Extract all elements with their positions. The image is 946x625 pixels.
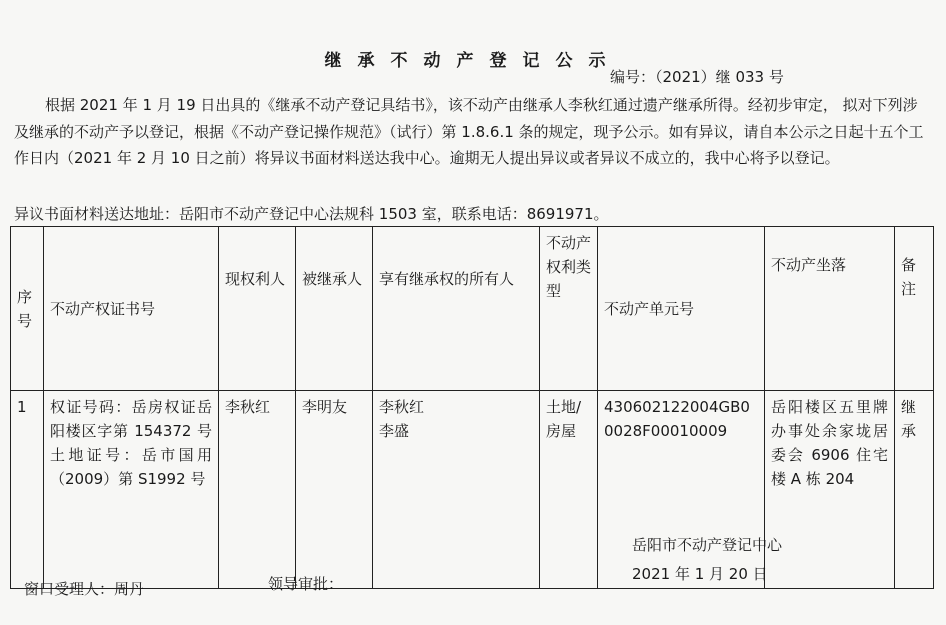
cell-note: 继承 [895, 391, 934, 589]
notice-body [14, 92, 924, 172]
cell-right-type: 土地/房屋 [540, 391, 598, 589]
heir-name: 李盛 [379, 422, 410, 440]
header-right-type: 不动产权利类型 [540, 227, 598, 391]
cell-unit: 430602122004GB00028F00010009 [598, 391, 765, 589]
header-unit: 不动产单元号 [598, 227, 765, 391]
header-cert: 不动产权证书号 [44, 227, 219, 391]
cell-owner: 李秋红 [219, 391, 296, 589]
notice-title: 继承不动产登记公示 [324, 51, 622, 71]
header-owner: 现权利人 [219, 227, 296, 391]
table-header-row [11, 227, 934, 391]
heir-name: 李秋红 [379, 398, 425, 416]
property-table [10, 226, 934, 589]
header-note: 备注 [895, 227, 934, 391]
issue-date: 2021 年 1 月 20 日 [632, 565, 768, 583]
document-number: 编号：（2021）继 033 号 [610, 68, 784, 86]
leader-approval: 领导审批： [268, 575, 344, 593]
table-row [11, 391, 934, 589]
issuing-office: 岳阳市不动产登记中心 [632, 536, 783, 554]
cell-seq: 1 [11, 391, 44, 589]
header-all-heirs: 享有继承权的所有人 [373, 227, 540, 391]
cell-location: 岳阳楼区五里牌办事处余家垅居委会 6906 住宅楼 A 栋 204 [765, 391, 895, 589]
header-seq: 序号 [11, 227, 44, 391]
cell-all-heirs [373, 391, 540, 589]
window-receiver: 窗口受理人：周丹 [24, 580, 145, 598]
header-location: 不动产坐落 [765, 227, 895, 391]
header-heir-of: 被继承人 [296, 227, 373, 391]
notice-paragraph: 根据 2021 年 1 月 19 日出具的《继承不动产登记具结书》，该不动产由继承人李秋红通过遗产继承所得。经初步审定， 拟对下列涉及继承的不动产予以登记，根据《不动产登记操作规范》（试行）第 1.8.6.1 条的规定，现予公示。如有异议，请自本公示之日起十五个工作日内（2021 年 2 月 10 日之前）将异议书面材料送达我中心。逾期无人提出异议或者异议不成立的，我中心将予以登记。 [14, 96, 924, 167]
cell-cert: 权证号码：岳房权证岳阳楼区字第 154372 号 土地证号：岳市国用（2009）第 S1992 号 [44, 391, 219, 589]
objection-address: 异议书面材料送达地址：岳阳市不动产登记中心法规科 1503 室，联系电话：8691971。 [14, 205, 609, 223]
cell-heir-of: 李明友 [296, 391, 373, 589]
